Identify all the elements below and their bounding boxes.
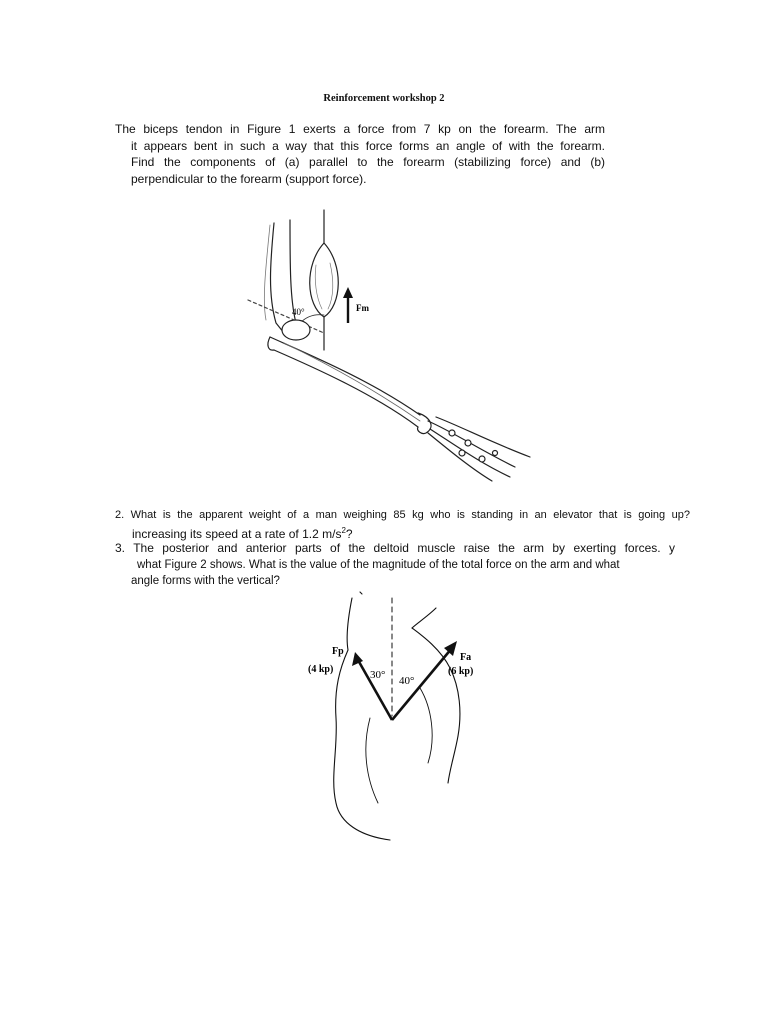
problem-2-line-1: 2. What is the apparent weight of a man weighing 85 kg who is standing in an elevator that is going up?	[115, 509, 690, 521]
problem-3-line-3: angle forms with the vertical?	[131, 575, 280, 587]
forearm-bones	[270, 337, 420, 415]
problem-1-line-2: it appears bent in such a way that this force forms an angle of with the forearm.	[131, 138, 605, 153]
page-title: Reinforcement workshop 2	[323, 93, 445, 104]
body-outline-right	[412, 608, 460, 783]
superscript-2: 2	[341, 526, 346, 535]
problem-1-line-1: The biceps tendon in Figure 1 exerts a force from 7 kp on the forearm. The arm	[115, 122, 605, 136]
problem-3-line-2: what Figure 2 shows. What is the value of the magnitude of the total force on the arm and what	[137, 558, 620, 571]
fp-value: (4 kp)	[308, 664, 334, 675]
biceps-muscle	[310, 243, 339, 317]
problem-1	[115, 121, 605, 187]
figure-2-deltoid-diagram	[300, 588, 500, 848]
angle-label-40: 40°	[292, 307, 305, 317]
force-arrow-fm	[343, 287, 353, 298]
humerus-bone	[271, 223, 285, 333]
fa-label: Fa	[460, 652, 472, 663]
body-outline-left	[334, 598, 390, 840]
problem-2	[115, 508, 690, 542]
fa-value: (6 kp)	[448, 666, 474, 677]
angle-label-40: 40°	[399, 675, 415, 687]
problem-2-line-2-text: increasing its speed at a rate of 1.2 m/s	[132, 527, 342, 541]
angle-label-30: 30°	[370, 669, 386, 681]
problem-3	[115, 540, 675, 590]
figure-1-arm-diagram	[240, 205, 540, 490]
problem-3-line-1: 3. The posterior and anterior parts of the deltoid muscle raise the arm by exerting forces. y	[115, 541, 675, 555]
fp-label: Fp	[332, 646, 344, 657]
problem-1-line-4: perpendicular to the forearm (support force).	[131, 171, 367, 186]
problem-2-line-2-end: ?	[345, 527, 353, 541]
problem-1-line-3: Find the components of (a) parallel to the forearm (stabilizing force) and (b)	[131, 155, 605, 169]
force-label-fm: Fm	[356, 303, 369, 313]
